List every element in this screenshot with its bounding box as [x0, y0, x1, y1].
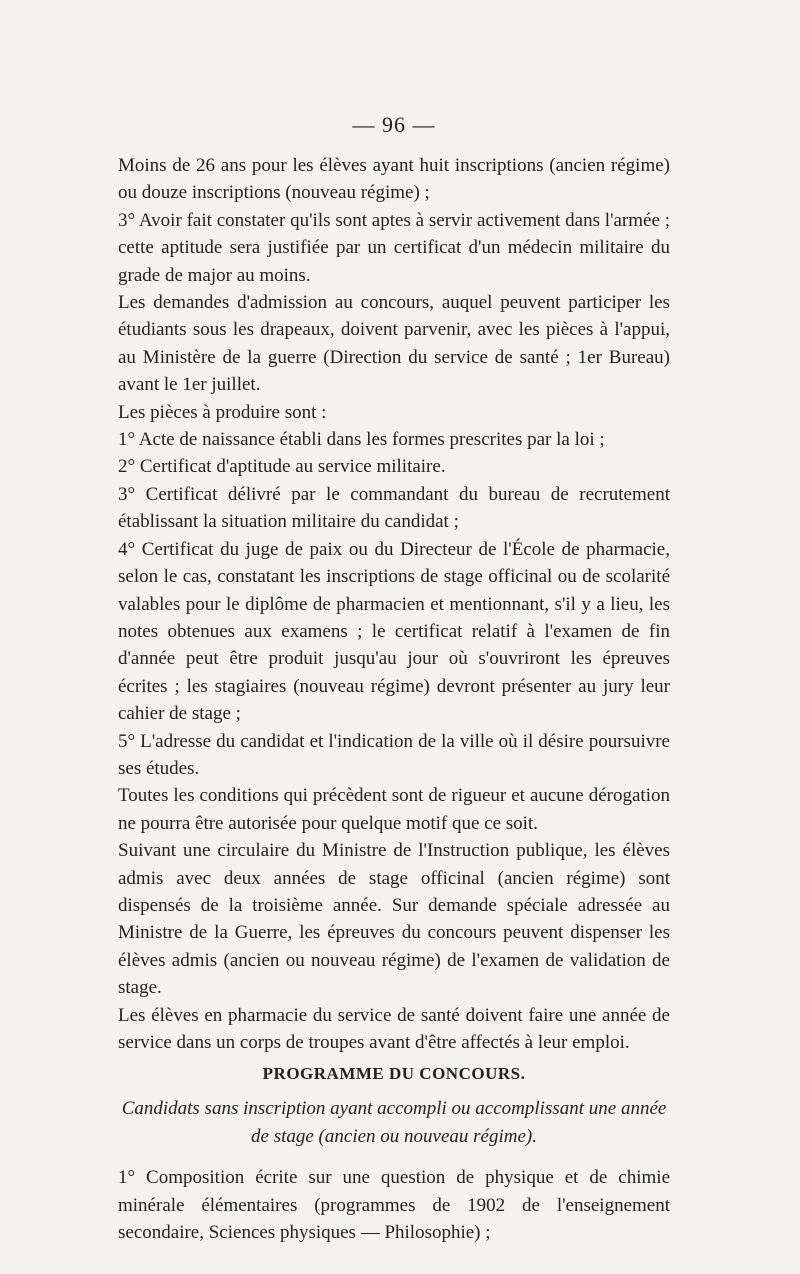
paragraph: 1° Acte de naissance établi dans les formes prescrites par la loi ;	[118, 429, 605, 451]
paragraph: Les élèves en pharmacie du service de santé doivent faire une année de service dans un corps de troupes avant d'être affectés à leur emploi.	[118, 1004, 670, 1053]
paragraph: Suivant une circulaire du Ministre de l'Instruction publique, les élèves admis avec deux années de stage officinal (ancien régime) sont dispensés de la troisième année. Sur demande spéciale adressée au Ministre de la Guerre, les épreuves du concours peuvent dispenser les élèves admis (ancien ou nouveau régime) de l'examen de validation de stage.	[118, 840, 670, 999]
paragraph: Toutes les conditions qui précèdent sont de rigueur et aucune dérogation ne pourra être autorisée pour quelque motif que ce soit.	[118, 785, 670, 834]
page-number: — 96 —	[352, 112, 436, 137]
section-heading: PROGRAMME DU CONCOURS.	[262, 1064, 526, 1084]
paragraph: Moins de 26 ans pour les élèves ayant huit inscriptions (ancien régime) ou douze inscriptions (nouveau régime) ;	[118, 155, 670, 204]
paragraph: 2° Certificat d'aptitude au service militaire.	[118, 456, 446, 478]
paragraph: 1° Composition écrite sur une question de physique et de chimie minérale élémentaires (programmes de 1902 de l'enseignement secondaire, Sciences physiques — Philosophie) ;	[118, 1167, 670, 1244]
section-subheading: Candidats sans inscription ayant accompli ou accomplissant une année de stage (ancien ou nouveau régime).	[121, 1098, 667, 1147]
paragraph: 4° Certificat du juge de paix ou du Directeur de l'École de pharmacie, selon le cas, constatant les inscriptions de stage officinal ou de scolarité valables pour le diplôme de pharmacien et mentionnant, s'il y a lieu, les notes obtenues aux examens ; le certificat relatif à l'examen de fin d'année peut être produit jusqu'au jour où s'ouvriront les épreuves écrites ; les stagiaires (nouveau régime) devront présenter au jury leur cahier de stage ;	[118, 538, 670, 725]
paragraph: 3° Certificat délivré par le commandant du bureau de recrutement établissant la situation militaire du candidat ;	[118, 483, 670, 533]
body-text	[118, 152, 670, 1246]
paragraph: 5° L'adresse du candidat et l'indication de la ville où il désire poursuivre ses études.	[118, 730, 670, 779]
paragraph: Les demandes d'admission au concours, auquel peuvent participer les étudiants sous les drapeaux, doivent parvenir, avec les pièces à l'appui, au Ministère de la guerre (Direction du service de santé ; 1er Bureau) avant le 1er juillet.	[118, 292, 670, 396]
paragraph: 3° Avoir fait constater qu'ils sont aptes à servir activement dans l'armée ; cette aptitude sera justifiée par un certificat d'un médecin militaire du grade de major au moins.	[118, 209, 670, 286]
paragraph: Les pièces à produire sont :	[118, 401, 327, 423]
